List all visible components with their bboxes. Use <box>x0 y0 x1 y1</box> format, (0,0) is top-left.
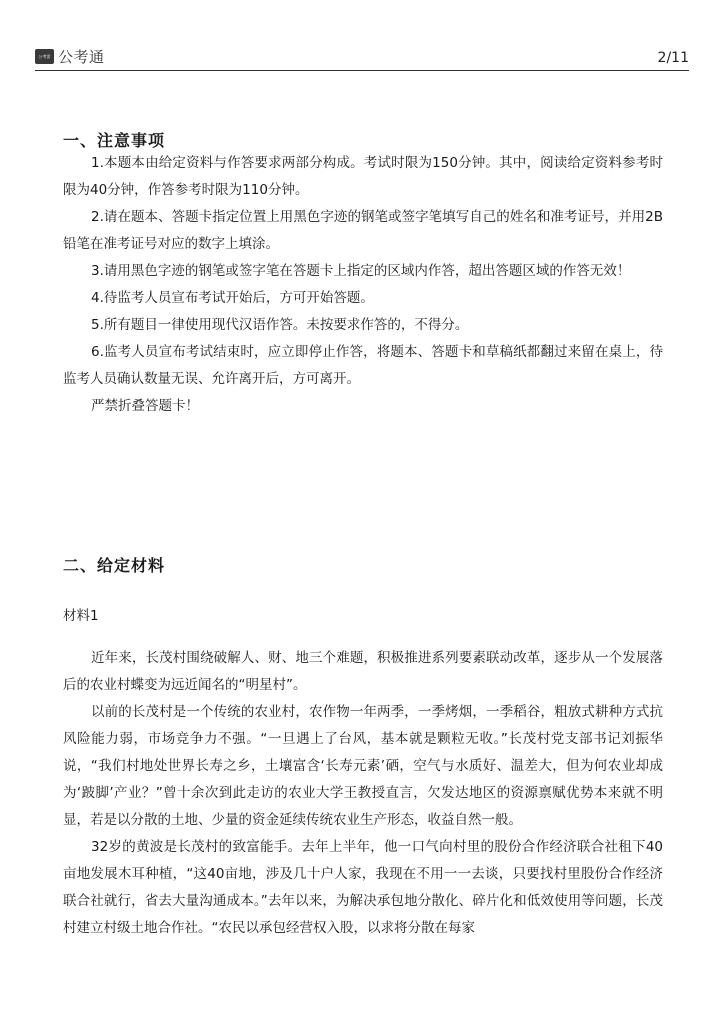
note-paragraph: 1.本题本由给定资料与作答要求两部分构成。考试时限为150分钟。其中，阅读给定资料参考时限为40分钟，作答参考时限为110分钟。 <box>63 155 663 198</box>
note-paragraph: 6.监考人员宣布考试结束时，应立即停止作答，将题本、答题卡和草稿纸都翻过来留在桌上，待监考人员确认数量无误、允许离开后，方可离开。 <box>63 344 663 387</box>
logo-text: 公考通 <box>58 48 105 66</box>
page-number: 2/11 <box>657 50 689 66</box>
note-paragraph: 5.所有题目一律使用现代汉语作答。未按要求作答的，不得分。 <box>91 317 469 333</box>
note-paragraph: 严禁折叠答题卡！ <box>91 398 199 414</box>
material-label: 材料1 <box>63 608 99 624</box>
material-paragraph: 以前的长茂村是一个传统的农业村，农作物一年两季，一季烤烟，一季稻谷，粗放式耕种方式抗风险能力弱，市场竞争力不强。“一旦遇上了台风，基本就是颗粒无收。”长茂村党支部书记刘振华说，“我们村地处世界长寿之乡，土壤富含‘长寿元素’硒，空气与水质好、温差大，但为何农业却成为‘跛脚’产业？”曾十余次到此走访的农业大学王教授直言，欠发达地区的资源禀赋优势本来就不明显，若是以分散的土地、少量的资金延续传统农业生产形态，收益自然一般。 <box>63 704 663 828</box>
section-title-notes: 一、注意事项 <box>63 131 166 150</box>
section-title-materials: 二、给定材料 <box>63 556 166 575</box>
material-paragraph: 32岁的黄波是长茂村的致富能手。去年上半年，他一口气向村里的股份合作经济联合社租下40亩地发展木耳种植，“这40亩地，涉及几十户人家，我现在不用一一去谈，只要找村里股份合作经济联合社就行，省去大量沟通成本。”去年以来，为解决承包地分散化、碎片化和低效使用等问题，长茂村建立村级土地合作社。“农民以承包经营权入股，以求将分散在每家 <box>63 839 663 936</box>
note-paragraph: 2.请在题本、答题卡指定位置上用黑色字迹的钢笔或签字笔填写自己的姓名和准考证号，并用2B铅笔在准考证号对应的数字上填涂。 <box>63 209 663 252</box>
notes-content <box>63 150 663 420</box>
logo-badge-icon: 公考雷 <box>35 49 54 64</box>
note-paragraph: 4.待监考人员宣布考试开始后，方可开始答题。 <box>91 290 374 306</box>
material-content <box>63 645 663 942</box>
page-header <box>35 44 689 71</box>
logo <box>35 46 105 67</box>
material-paragraph: 近年来，长茂村围绕破解人、财、地三个难题，积极推进系列要素联动改革，逐步从一个发展落后的农业村蝶变为远近闻名的“明星村”。 <box>63 650 663 693</box>
note-paragraph: 3.请用黑色字迹的钢笔或签字笔在答题卡上指定的区域内作答，超出答题区域的作答无效！ <box>91 263 631 279</box>
